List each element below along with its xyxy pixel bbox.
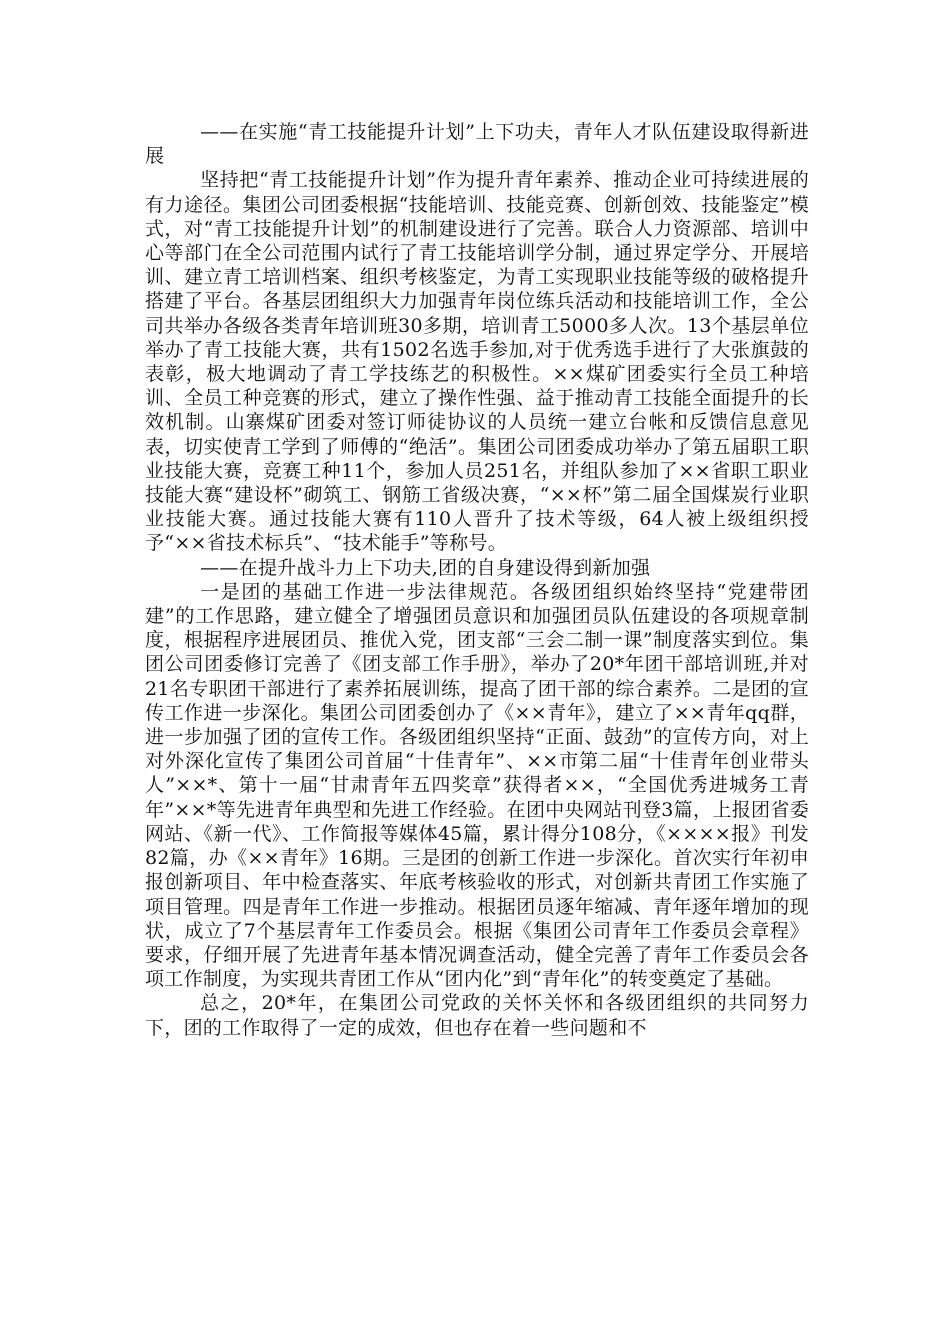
paragraph-skills-plan: 坚持把“青工技能提升计划”作为提升青年素养、推动企业可持续进展的有力途径。集团公司团委根据“技能培训、技能竞赛、创新创效、技能鉴定”模式，对“青工技能提升计划”的机制建设进行了完善。联合人力资源部、培训中心等部门在全公司范围内试行了青工技能培训学分制，通过界定学分、开展培训、建立青工培训档案、组织考核鉴定，为青工实现职业技能等级的破格提升搭建了平台。各基层团组织大力加强青年岗位练兵活动和技能培训工作，全公司共举办各级各类青年培训班30多期，培训青工5000多人次。13个基层单位举办了青工技能大赛，共有1502名选手参加,对于优秀选手进行了大张旗鼓的表彰，极大地调动了青工学技练艺的积极性。××煤矿团委实行全员工种培训、全员工种竞赛的形式，建立了操作性强、益于推动青工技能全面提升的长效机制。山寨煤矿团委对签订师徒协议的人员统一建立台帐和反馈信息意见表，切实使青工学到了师傅的“绝活”。集团公司团委成功举办了第五届职工职业技能大赛，竞赛工种11个，参加人员251名，并组队参加了××省职工职业技能大赛“建设杯”砌筑工、钢筋工省级决赛，“××杯”第二届全国煤炭行业职业技能大赛。通过技能大赛有110人晋升了技术等级，64人被上级组织授予“××省技术标兵”、“技术能手”等称号。 [145, 169, 809, 555]
section-heading-combat-strength: ——在提升战斗力上下功夫,团的自身建设得到新加强 [200, 556, 651, 579]
paragraph-summary: 总之，20*年，在集团公司党政的关怀关怀和各级团组织的共同努力下，团的工作取得了一定的成效，但也存在着一些问题和不 [145, 992, 809, 1039]
paragraph-self-construction: 一是团的基础工作进一步法律规范。各级团组织始终坚持“党建带团建”的工作思路，建立健全了增强团员意识和加强团员队伍建设的各项规章制度，根据程序进展团员、推优入党，团支部“三会二制一课”制度落实到位。集团公司团委修订完善了《团支部工作手册》，举办了20*年团干部培训班,并对21名专职团干部进行了素养拓展训练，提高了团干部的综合素养。二是团的宣传工作进一步深化。集团公司团委创办了《××青年》，建立了××青年qq群，进一步加强了团的宣传工作。各级团组织坚持“正面、鼓劲”的宣传方向，对上对外深化宣传了集团公司首届“十佳青年”、××市第二届“十佳青年创业带头人”××*、第十一届“甘肃青年五四奖章”获得者××，“全国优秀进城务工青年”××*等先进青年典型和先进工作经验。在团中央网站刊登3篇，上报团省委网站、《新一代》、工作简报等媒体45篇，累计得分108分，《××××报》刊发82篇，办《××青年》16期。三是团的创新工作进一步深化。首次实行年初申报创新项目、年中检查落实、年底考核验收的形式，对创新共青团工作实施了项目管理。四是青年工作进一步推动。根据团员逐年缩减、青年逐年增加的现状，成立了7个基层青年工作委员会。根据《集团公司青年工作委员会章程》要求，仔细开展了先进青年基本情况调查活动，健全完善了青年工作委员会各项工作制度，为实现共青团工作从“团内化”到“青年化”的转变奠定了基础。 [145, 580, 809, 991]
section-heading-skills: ——在实施“青工技能提升计划”上下功夫，青年人才队伍建设取得新进展 [145, 121, 809, 168]
document-body [145, 120, 809, 1040]
